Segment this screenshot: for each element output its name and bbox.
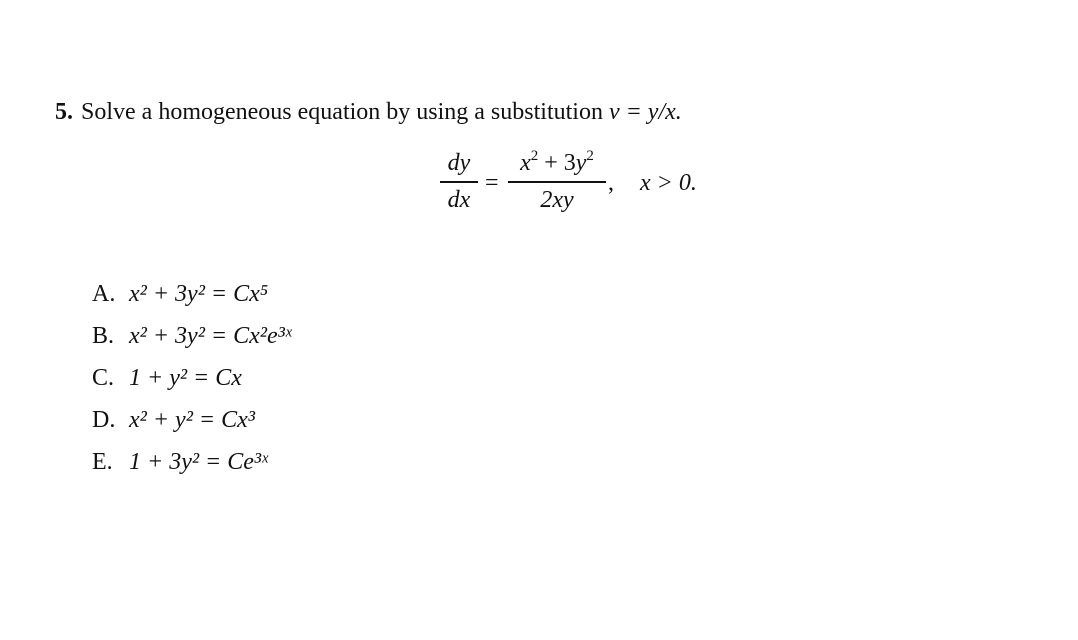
rhs-numerator — [520, 150, 594, 176]
derivative-denominator: dx — [447, 186, 471, 213]
derivative-fraction — [440, 150, 478, 213]
choice-text: 1 + 3y² = Ce³ˣ — [129, 449, 268, 475]
rhs-plus-three: + 3 — [538, 150, 576, 176]
question-line — [55, 96, 682, 128]
fraction-bar — [440, 181, 478, 183]
question-text: Solve a homogeneous equation by using a substitution — [81, 99, 603, 125]
choice-letter: B. — [92, 323, 115, 349]
rhs-fraction — [508, 150, 606, 213]
choice-text: 1 + y² = Cx — [129, 365, 242, 391]
substitution-expression: v = y/x. — [608, 99, 682, 125]
answer-choices — [92, 278, 292, 488]
choice-text: x² + 3y² = Cx²e³ˣ — [129, 323, 292, 349]
choice-c[interactable] — [92, 362, 292, 404]
rhs-denominator: 2xy — [540, 186, 574, 213]
choice-b[interactable] — [92, 320, 292, 362]
choice-letter: C. — [92, 365, 115, 391]
choice-letter: A. — [92, 281, 116, 307]
rhs-term-x: x — [520, 150, 531, 176]
rhs-exp-y: 2 — [586, 148, 594, 164]
choice-letter: D. — [92, 407, 116, 433]
choice-text: x² + 3y² = Cx⁵ — [129, 281, 269, 307]
derivative-numerator: dy — [447, 150, 471, 176]
choice-a[interactable] — [92, 278, 292, 320]
domain-condition: x > 0. — [640, 170, 697, 196]
rhs-term-y: y — [575, 150, 587, 176]
equation-comma: , — [608, 170, 614, 196]
choice-text: x² + y² = Cx³ — [129, 407, 255, 433]
choice-e[interactable] — [92, 446, 292, 488]
choice-d[interactable] — [92, 404, 292, 446]
choice-letter: E. — [92, 449, 113, 475]
rhs-exp-x: 2 — [530, 148, 539, 164]
fraction-bar — [508, 181, 606, 183]
equals-sign: = — [485, 170, 499, 196]
question-number: 5. — [55, 99, 73, 125]
